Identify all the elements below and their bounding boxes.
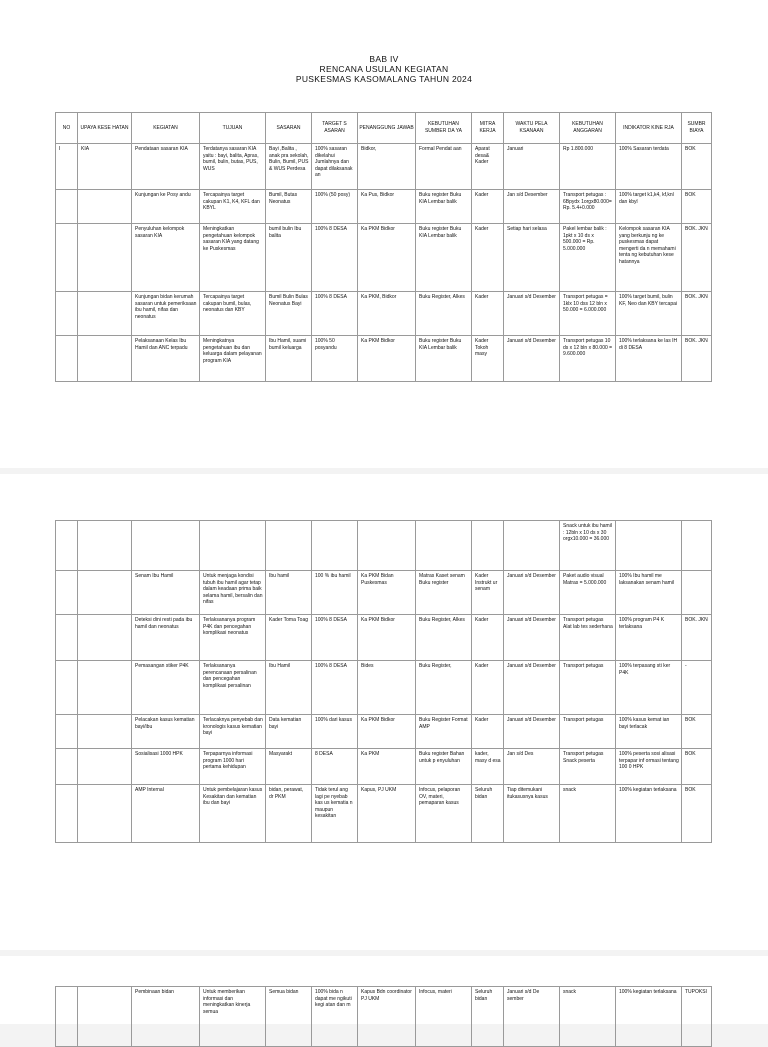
table-cell: Pelacakan kasus kematian bayi/ibu (132, 715, 200, 749)
column-header: NO (56, 113, 78, 144)
table-cell: kader, masy d esa (472, 749, 504, 785)
activity-table-page-2 (55, 520, 712, 843)
table-cell: Formal Pendat aan (416, 144, 472, 190)
table-cell (56, 987, 78, 1047)
table-cell (78, 987, 132, 1047)
table-cell: Transport petugas : 6Bpydx 1orgx80.000= Rp. 5.4+0.000 (560, 190, 616, 224)
table-cell: Jan s/d Des (504, 749, 560, 785)
table-cell: Penyuluhan kelompok sasaran KIA (132, 224, 200, 292)
table-cell: Rp 1.800.000 (560, 144, 616, 190)
table-cell: 100% 50 posyandu (312, 336, 358, 382)
table-cell: 8 DESA (312, 749, 358, 785)
table-cell: Setiap hari selasa (504, 224, 560, 292)
table-cell: Tiap ditemukani itukasusnya kasus (504, 785, 560, 843)
table-cell: Ka PKM, Bidkor (358, 292, 416, 336)
table-cell: Meningkatkan pengetahuan kelompok sasaran KIA yang datang ke Puskesmas (200, 224, 266, 292)
table-cell: Bayi ,Balita , anak pra sekolah, Bulin, Bumil, PUS & WUS Perdesa (266, 144, 312, 190)
table-cell: Ka PKM Bidkor (358, 336, 416, 382)
table-cell: BOK. JKN (682, 292, 712, 336)
table-cell (132, 521, 200, 571)
table-cell: Januari s/d Desember (504, 615, 560, 661)
table-cell (78, 785, 132, 843)
table-cell (78, 715, 132, 749)
table-cell: Senam Ibu Hamil (132, 571, 200, 615)
table-cell: BOK. JKN (682, 336, 712, 382)
table-cell: BOK (682, 190, 712, 224)
table-cell (56, 292, 78, 336)
table-cell: Kader Tokoh masy (472, 336, 504, 382)
table-cell: Sosialisasi 1000 HPK (132, 749, 200, 785)
table-cell: 100% Sasaran terdata (616, 144, 682, 190)
table-cell (56, 661, 78, 715)
heading-title: RENCANA USULAN KEGIATAN (319, 64, 449, 74)
table-row (56, 336, 712, 382)
table-cell: Snack untuk ibu hamil : 12bln x 10 ds x 30 orgx10.000 = 36.000 (560, 521, 616, 571)
table-cell (358, 521, 416, 571)
table-cell: Transport petugas 10 ds x 12 bln x 80.000 = 9.600.000 (560, 336, 616, 382)
table-cell: Transport petugas (560, 661, 616, 715)
column-header: MITRA KERJA (472, 113, 504, 144)
table-cell (56, 785, 78, 843)
table-cell: Untuk menjaga kondisi tubuh ibu hamil agar tetap dalam keadaan prima baik selama hamil, bersalin dan nifas (200, 571, 266, 615)
table-cell (78, 571, 132, 615)
table-cell: Terlacaknya penyebab dan kronologis kasus kematian bayi (200, 715, 266, 749)
table-cell: Terlaksananya perencanaan persalinan dan pencegahan komplikasi persalinan (200, 661, 266, 715)
table-cell: Kapus, PJ UKM (358, 785, 416, 843)
table-cell: 100 % ibu hamil (312, 571, 358, 615)
table-cell: Jan s/d Desember (504, 190, 560, 224)
table-cell: Seluruh bidan (472, 785, 504, 843)
table-cell: Ka PKM (358, 749, 416, 785)
table-cell: BOK (682, 144, 712, 190)
table-cell: Deteksi dini resti pada ibu hamil dan neonatus (132, 615, 200, 661)
table-cell (78, 336, 132, 382)
table-cell: Masyarakt (266, 749, 312, 785)
table-header-row (56, 113, 712, 144)
table-cell: Ibu Hamil, suami bumil keluarga (266, 336, 312, 382)
table-cell (56, 715, 78, 749)
table-cell: Infocus, pelaporan OV, materi, pemaparan kasus (416, 785, 472, 843)
table-cell: snack (560, 987, 616, 1047)
table-cell: Ibu Hamil (266, 661, 312, 715)
table-cell (56, 521, 78, 571)
table-cell: Bidkor, (358, 144, 416, 190)
page-2 (0, 474, 768, 950)
table-cell (504, 521, 560, 571)
column-header: PENANGGUNG JAWAB (358, 113, 416, 144)
column-header: KEGIATAN (132, 113, 200, 144)
table-cell: 100% program P4 K terlaksana (616, 615, 682, 661)
table-cell: Semua bidan (266, 987, 312, 1047)
table-cell: 100% 8 DESA (312, 615, 358, 661)
table-row (56, 785, 712, 843)
table-row (56, 661, 712, 715)
table-cell: Buku Register, Alkes (416, 292, 472, 336)
table-cell: Pakel lembar balik : 1pkt x 10 ds x 500.000 = Rp. 5.000.000 (560, 224, 616, 292)
column-header: SUMBR BIAYA (682, 113, 712, 144)
table-cell: Transport petugas = 1klx 10 dss 12 bln x 50.000 = 6.000.000 (560, 292, 616, 336)
table-cell: 100% kegiatan terlaksana (616, 785, 682, 843)
table-cell: BOK (682, 749, 712, 785)
table-cell: Buku Register Format AMP (416, 715, 472, 749)
table-cell (416, 521, 472, 571)
table-cell: 100% sasaran dikelahui Jumlahnya dan dapat dilaksanak an (312, 144, 358, 190)
table-cell: Buku register Buku KIA Lembar balik (416, 190, 472, 224)
table-cell: Terlaksananya program P4K dan pencegahan komplikasi neonatus (200, 615, 266, 661)
table-cell: Tidak terul ang lagi pe nyebab kas us kematia n maupun kesakitan (312, 785, 358, 843)
table-cell: Pemasangan stiker P4K (132, 661, 200, 715)
column-header: KEBUTUHAN SUMBER DA YA (416, 113, 472, 144)
table-cell (472, 521, 504, 571)
table-cell: Bumil, Butas Neonatus (266, 190, 312, 224)
table-cell: Meningkatnya pengetahuan ibu dan keluarga dalam pelayanan program KIA (200, 336, 266, 382)
table-row (56, 144, 712, 190)
table-cell: Untuk pembelajaran kasus Kesakitan dan kematian ibu dan bayi (200, 785, 266, 843)
table-cell: Pendataan sasaran KIA (132, 144, 200, 190)
table-cell: Ka PKM Bidkor (358, 615, 416, 661)
table-cell: bidan, perawat, dr PKM (266, 785, 312, 843)
table-cell: BOK. JKN (682, 224, 712, 292)
table-cell: BOK. JKN (682, 615, 712, 661)
table-cell (312, 521, 358, 571)
table-row (56, 615, 712, 661)
table-cell: Kader Instrukt ur senam (472, 571, 504, 615)
table-row (56, 292, 712, 336)
table-cell: 100% terlaksana ke las IH di 8 DESA (616, 336, 682, 382)
table-cell (682, 571, 712, 615)
table-cell: Terpaparnya informasi program 1000 hari pertama kehidupan (200, 749, 266, 785)
table-cell: Kader (472, 715, 504, 749)
table-cell: Januari s/d De sember (504, 987, 560, 1047)
table-cell: 100% 8 DESA (312, 224, 358, 292)
table-cell: 100% (50 posy) (312, 190, 358, 224)
table-cell (78, 224, 132, 292)
table-cell: 100% kegiatan terlaksana (616, 987, 682, 1047)
table-cell (78, 661, 132, 715)
table-row (56, 987, 712, 1047)
table-cell: Buku Register, Alkes (416, 615, 472, 661)
table-cell: AMP Internal (132, 785, 200, 843)
table-cell: 100% Ibu hamil me laksanakan senam hamil (616, 571, 682, 615)
table-cell: 100% kasus kemat ian bayi terlacak (616, 715, 682, 749)
table-cell (56, 615, 78, 661)
table-cell: Ka PKM Bidkor (358, 715, 416, 749)
table-cell: Data kematian bayi (266, 715, 312, 749)
table-cell: 100% target k1,k4, kf,knl dan kbyl (616, 190, 682, 224)
table-cell: Ka PKM Bidan Puskesmas (358, 571, 416, 615)
table-cell (56, 571, 78, 615)
table-cell: I (56, 144, 78, 190)
table-cell (200, 521, 266, 571)
activity-table-page-1 (55, 112, 712, 382)
column-header: WAKTU PELA KSANAAN (504, 113, 560, 144)
table-cell: Transport petugas (560, 715, 616, 749)
table-cell: Januari s/d Desember (504, 292, 560, 336)
table-cell (616, 521, 682, 571)
table-cell (56, 224, 78, 292)
column-header: SASARAN (266, 113, 312, 144)
table-cell: Pelaksanaan Kelas Ibu Hamil dan ANC terpadu (132, 336, 200, 382)
table-cell: Ibu hamil (266, 571, 312, 615)
heading-subtitle: PUSKESMAS KASOMALANG TAHUN 2024 (295, 74, 473, 84)
column-header: INDIKATOR KINE RJA (616, 113, 682, 144)
page-3 (0, 956, 768, 1024)
table-cell: Tercapainya target cakupan bumil, bulas, neonatus dan KBY (200, 292, 266, 336)
table-cell: Kader (472, 661, 504, 715)
table-cell: Buku register Bahan untuk p enyuluhan (416, 749, 472, 785)
table-cell: 100% dari kasus (312, 715, 358, 749)
table-cell: BOK (682, 715, 712, 749)
table-cell: Paket audio visual Matras = 5.000.000 (560, 571, 616, 615)
table-cell: Januari s/d Desember (504, 715, 560, 749)
table-cell (78, 292, 132, 336)
table-cell: 100% terpasang sti ker P4K (616, 661, 682, 715)
table-cell: Infocus, materi (416, 987, 472, 1047)
table-row (56, 571, 712, 615)
table-cell: Seluruh bidan (472, 987, 504, 1047)
table-cell: bumil bulin Ibu balita (266, 224, 312, 292)
table-cell: Buku Register, (416, 661, 472, 715)
table-cell: snack (560, 785, 616, 843)
table-cell: Matras Kaset senam Buku register (416, 571, 472, 615)
table-cell (78, 615, 132, 661)
table-cell: BOK (682, 785, 712, 843)
table-cell: Januari s/d Desember (504, 571, 560, 615)
table-cell (78, 190, 132, 224)
table-cell: Transport petugas Alat lab tes sederhana (560, 615, 616, 661)
table-cell (78, 749, 132, 785)
table-cell (682, 521, 712, 571)
table-cell: 100% target bumil, bulin KF, Neo dan KBY tercapai (616, 292, 682, 336)
page-1 (0, 0, 768, 468)
table-cell: Aparat desa& Kader (472, 144, 504, 190)
table-cell: 100% bida n dapat me ngikuti kegi atan dan m (312, 987, 358, 1047)
table-cell: Kapus Bdn coordinator PJ UKM (358, 987, 416, 1047)
table-cell: Bides (358, 661, 416, 715)
table-cell: Kelompok sasaran KIA yang berkunju ng ke puskesmas dapat mengerti da n memahami tenta ng kebutuhan kese hatannya (616, 224, 682, 292)
table-cell (78, 521, 132, 571)
table-cell: Tercapainya target cakupan K1, K4, KFL dan KBYL (200, 190, 266, 224)
table-cell: Kader (472, 190, 504, 224)
table-cell: Kader Toma Toag (266, 615, 312, 661)
table-cell: Buku register Buku KIA Lembar balik (416, 224, 472, 292)
table-cell: 100% peserta sosi alisasi terpapar inf ormasi tentang 100 0 HPK (616, 749, 682, 785)
table-cell: Bumil Bulin Bulas Neonatus Bayi (266, 292, 312, 336)
table-cell: Untuk memberikan informasi dan meningkatkan kinerja semua (200, 987, 266, 1047)
table-cell (56, 336, 78, 382)
table-cell (56, 190, 78, 224)
table-cell: Ka PKM Bidkor (358, 224, 416, 292)
table-cell: Januari s/d Desember (504, 336, 560, 382)
table-cell: - (682, 661, 712, 715)
table-cell: KIA (78, 144, 132, 190)
table-cell: Januari s/d Desember (504, 661, 560, 715)
table-row (56, 749, 712, 785)
table-cell: Kunjungan bidan kerumah sasaran untuk pemeriksaan ibu hamil, nifas dan neonatus (132, 292, 200, 336)
table-cell: 100% 8 DESA (312, 661, 358, 715)
column-header: UPAYA KESE HATAN (78, 113, 132, 144)
column-header: KEBUTUHAN ANGGARAN (560, 113, 616, 144)
table-cell: Kader (472, 292, 504, 336)
table-row (56, 521, 712, 571)
table-cell: Transport petugas Snack peserta (560, 749, 616, 785)
table-cell: Kader (472, 224, 504, 292)
table-row (56, 224, 712, 292)
table-cell: Ka Pus, Bidkor (358, 190, 416, 224)
table-cell: Kader (472, 615, 504, 661)
table-cell: Buku register Buku KIA Lembar balik (416, 336, 472, 382)
activity-table-page-3 (55, 986, 712, 1047)
table-cell: Januari (504, 144, 560, 190)
table-cell (266, 521, 312, 571)
table-row (56, 715, 712, 749)
column-header: TUJUAN (200, 113, 266, 144)
table-cell: TUPOKSI (682, 987, 712, 1047)
table-cell: 100% 8 DESA (312, 292, 358, 336)
column-header: TARGET S ASARAN (312, 113, 358, 144)
heading-bab: BAB IV (369, 54, 399, 64)
table-cell: Terdatanya sasaran KIA yaitu : bayi, balita, Apras, bumil, bulin, butas, PUS, WUS (200, 144, 266, 190)
table-cell (56, 749, 78, 785)
table-cell: Pembinaan bidan (132, 987, 200, 1047)
table-row (56, 190, 712, 224)
table-cell: Kunjungan ke Posy andu (132, 190, 200, 224)
